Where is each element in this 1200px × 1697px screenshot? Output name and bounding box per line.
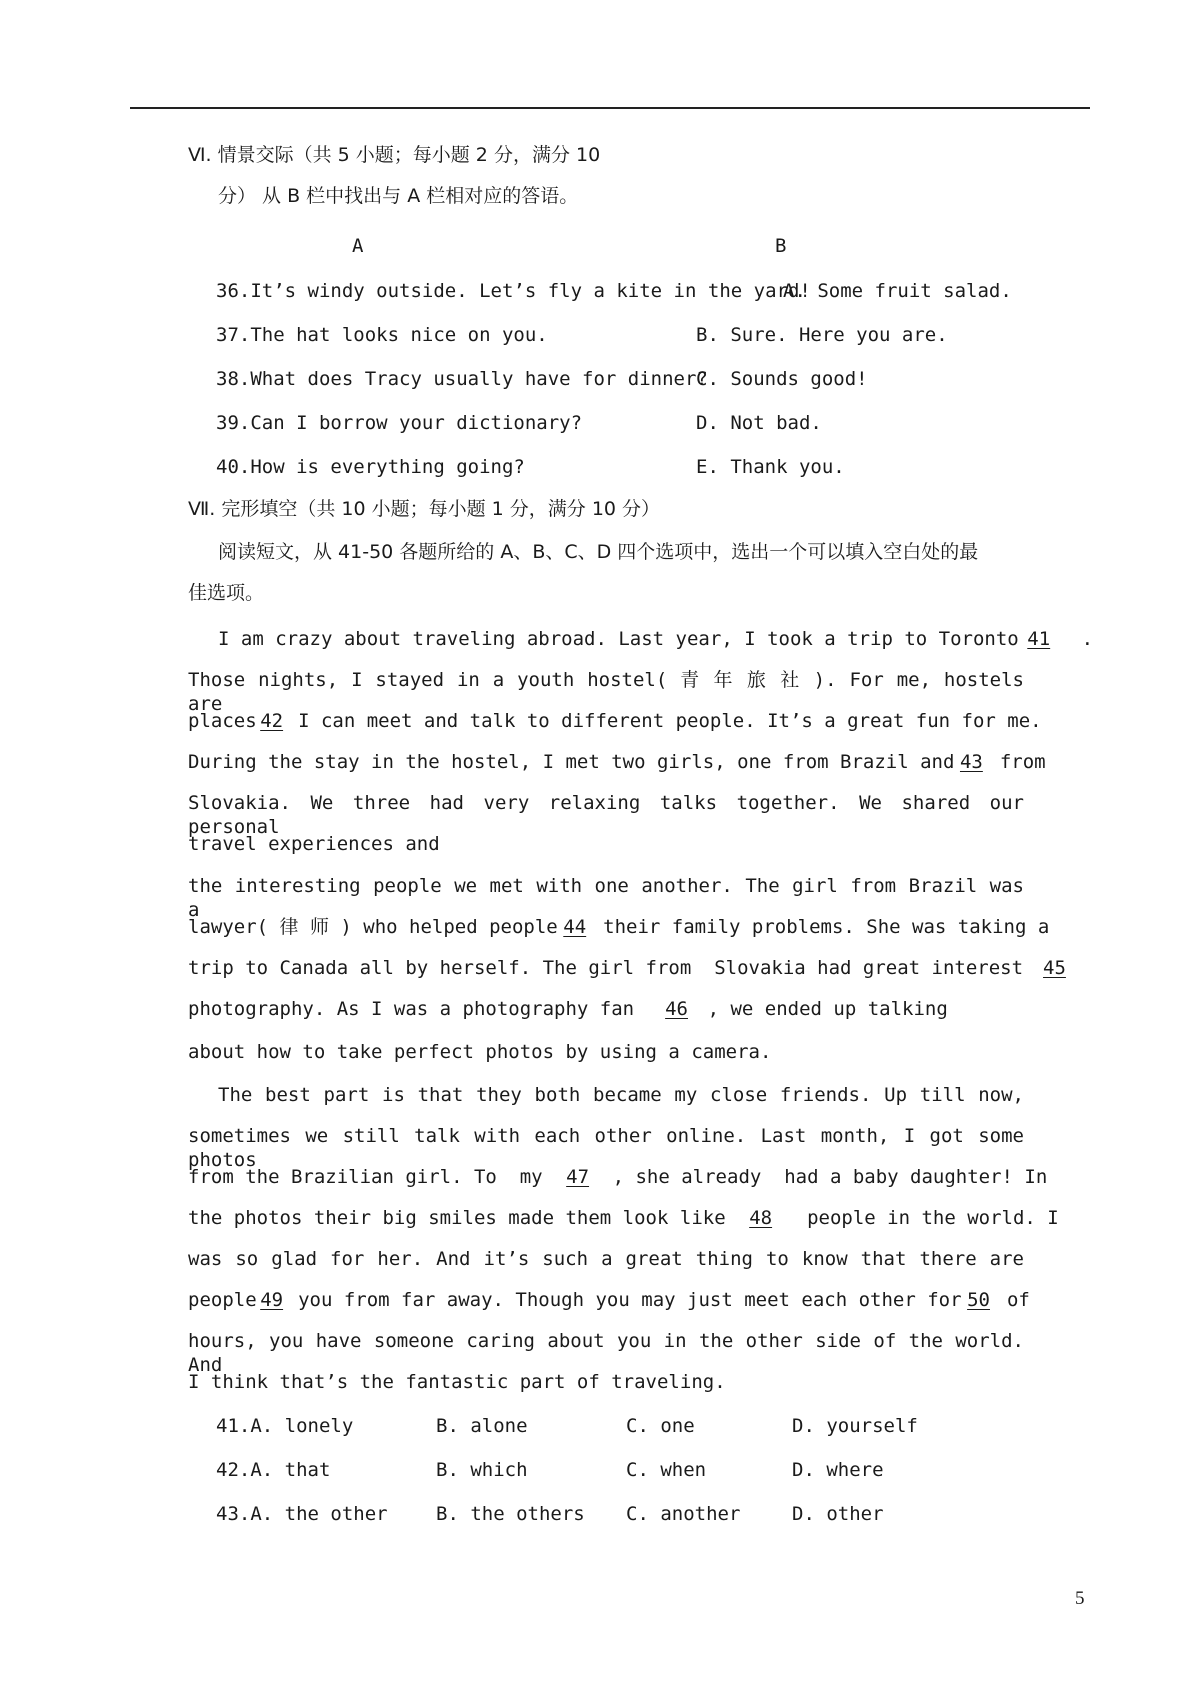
question-38: 38.What does Tracy usually have for dinner?	[216, 368, 708, 390]
column-a-label: A	[352, 235, 364, 257]
section7-instruction: 阅读短文，从 41-50 各题所给的 A、B、C、D 四个选项中，选出一个可以填入空白处的最	[218, 541, 979, 563]
option-43-a: 43.A. the other	[216, 1503, 388, 1525]
question-39: 39.Can I borrow your dictionary?	[216, 412, 583, 434]
blank-46[interactable]: 46	[665, 998, 688, 1020]
blank-49[interactable]: 49	[260, 1289, 284, 1311]
option-41-d: D. yourself	[792, 1415, 918, 1437]
option-42-b: B. which	[436, 1459, 528, 1481]
passage-line: I think that’s the fantastic part of traveling.	[188, 1371, 726, 1393]
question-40: 40.How is everything going?	[216, 456, 525, 478]
passage-line: The best part is that they both became my close friends. Up till now,	[218, 1084, 1024, 1106]
blank-50[interactable]: 50	[967, 1289, 990, 1311]
question-36: 36.It’s windy outside. Let’s fly a kite in the yard!	[216, 280, 811, 302]
option-41-c: C. one	[626, 1415, 695, 1437]
option-43-c: C. another	[626, 1503, 741, 1525]
answer-a: A. Some fruit salad.	[783, 280, 1012, 302]
section6-heading: Ⅵ. 情景交际（共 5 小题；每小题 2 分，满分 10	[188, 144, 601, 166]
passage-line: hours, you have someone caring about you in the other side of the world. And	[188, 1330, 1024, 1376]
passage-line: from the Brazilian girl. To my 47 , she already had a baby daughter! In	[188, 1166, 1048, 1188]
header-rule	[130, 107, 1090, 109]
passage-line: places 42 I can meet and talk to different people. It’s a great fun for me.	[188, 710, 1042, 732]
answer-c: C. Sounds good!	[696, 368, 868, 390]
column-b-label: B	[775, 235, 787, 257]
blank-44[interactable]: 44	[563, 916, 587, 938]
passage-line: sometimes we still talk with each other online. Last month, I got some photos	[188, 1125, 1024, 1171]
option-42-a: 42.A. that	[216, 1459, 331, 1481]
blank-45[interactable]: 45	[1043, 957, 1066, 979]
blank-47[interactable]: 47	[566, 1166, 590, 1188]
page-number: 5	[1075, 1588, 1085, 1609]
passage-line: the photos their big smiles made them look like 48 people in the world. I	[188, 1207, 1059, 1229]
option-42-d: D. where	[792, 1459, 884, 1481]
option-41-a: 41.A. lonely	[216, 1415, 354, 1437]
passage-line: Slovakia. We three had very relaxing talks together. We shared our personal	[188, 792, 1024, 838]
passage-line: travel experiences and	[188, 833, 440, 855]
passage-line: the interesting people we met with one another. The girl from Brazil was a	[188, 875, 1024, 921]
section7-instruction-cont: 佳选项。	[188, 582, 265, 604]
blank-42[interactable]: 42	[260, 710, 284, 732]
option-42-c: C. when	[626, 1459, 707, 1481]
passage-line: lawyer( 律 师 ) who helped people 44 their family problems. She was taking a	[188, 916, 1050, 938]
blank-43[interactable]: 43	[959, 751, 983, 773]
passage-line: photography. As I was a photography fan 46 , we ended up talking	[188, 998, 948, 1020]
section7-heading: Ⅶ. 完形填空（共 10 小题；每小题 1 分，满分 10 分）	[188, 498, 661, 520]
option-43-b: B. the others	[436, 1503, 585, 1525]
passage-line: was so glad for her. And it’s such a great thing to know that there are	[188, 1248, 1024, 1270]
section6-heading-cont: 分） 从 B 栏中找出与 A 栏相对应的答语。	[218, 185, 579, 207]
question-37: 37.The hat looks nice on you.	[216, 324, 548, 346]
passage-line: I am crazy about traveling abroad. Last year, I took a trip to Toronto 41 .	[218, 628, 1094, 650]
blank-48[interactable]: 48	[749, 1207, 773, 1229]
answer-b: B. Sure. Here you are.	[696, 324, 948, 346]
passage-line: During the stay in the hostel, I met two girls, one from Brazil and 43 from	[188, 751, 1046, 773]
passage-line: people 49 you from far away. Though you may just meet each other for 50 of	[188, 1289, 1030, 1311]
passage-line: trip to Canada all by herself. The girl from Slovakia had great interest 45	[188, 956, 1074, 980]
blank-41[interactable]: 41	[1027, 628, 1051, 650]
passage-line: about how to take perfect photos by using a camera.	[188, 1041, 772, 1063]
answer-d: D. Not bad.	[696, 412, 822, 434]
answer-e: E. Thank you.	[696, 456, 845, 478]
option-43-d: D. other	[792, 1503, 884, 1525]
option-41-b: B. alone	[436, 1415, 528, 1437]
passage-line: Those nights, I stayed in a youth hostel( 青 年 旅 社 ). For me, hostels are	[188, 669, 1024, 715]
